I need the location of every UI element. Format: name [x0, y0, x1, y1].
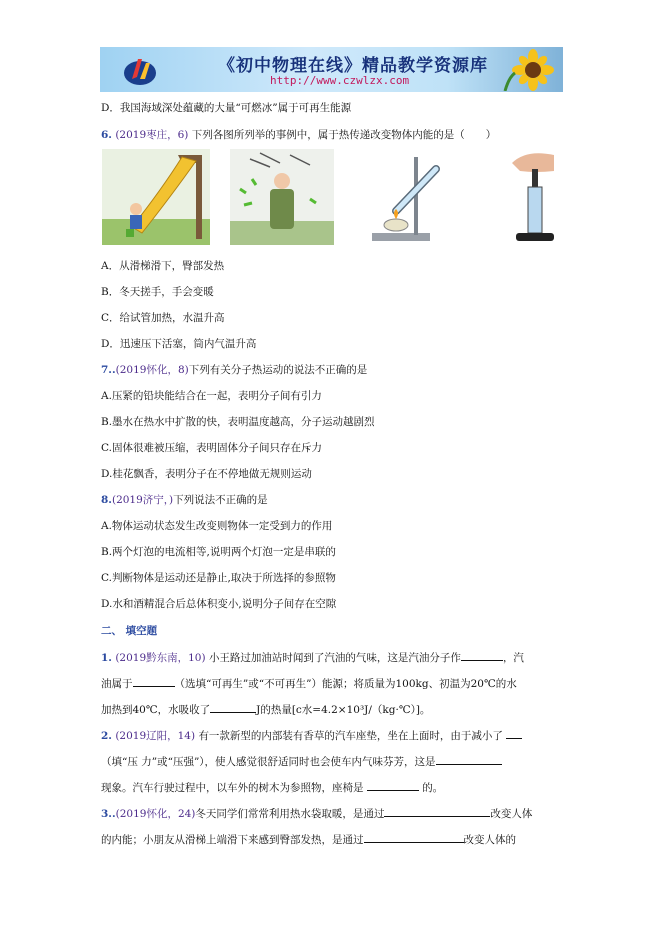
q7-option-d: D.桂花飘香，表明分子在不停地做无规则运动 [101, 468, 312, 480]
question-text: 的内能；小朋友从滑梯上端滑下来感到臀部发热，是通过 [101, 834, 364, 846]
answer-blank[interactable] [384, 806, 490, 817]
question-6 [101, 128, 496, 142]
question-text: 下列说法不正确的是 [173, 494, 268, 506]
question-text: 加热到40℃，水吸收了 [101, 704, 211, 716]
question-7 [101, 363, 367, 377]
question-text: ，汽 [502, 652, 524, 664]
section-title: 二、 填空题 [101, 625, 158, 637]
fill-question-2 [101, 728, 522, 743]
question-text: 下列有关分子热运动的说法不正确的是 [188, 364, 368, 376]
fill-question-3-line2 [101, 832, 516, 847]
answer-blank[interactable] [506, 728, 522, 739]
answer-blank[interactable] [364, 832, 464, 843]
question-text: 的。 [422, 782, 444, 794]
piston-illustration [506, 149, 566, 249]
fill-question-3 [101, 806, 532, 821]
question-text: 下列各图所列举的事例中，属于热传递改变物体内能的是（ ） [191, 129, 497, 141]
answer-blank[interactable] [133, 676, 175, 687]
question-text: 改变人体 [490, 808, 533, 820]
question-text: （选填“可再生”或“不可再生”）能源；将质量为100kg、初温为20℃的水 [174, 678, 517, 690]
slide-illustration [102, 149, 210, 245]
q6-option-c: C．给试管加热，水温升高 [101, 312, 225, 324]
q7-option-c: C.固体很难被压缩，表明固体分子间只存在斥力 [101, 442, 322, 454]
question-text: 现象。汽车行驶过程中，以车外的树木为参照物，座椅是 [101, 782, 364, 794]
fill-question-2-line2 [101, 754, 502, 769]
sunflower-icon [501, 49, 559, 91]
answer-blank[interactable] [436, 754, 502, 765]
q8-option-d: D.水和酒精混合后总体积变小,说明分子间存在空隙 [101, 598, 337, 610]
q7-option-a: A.压紧的铅块能结合在一起，表明分子间有引力 [101, 390, 322, 402]
answer-blank[interactable] [367, 780, 419, 791]
q6-option-b: B．冬天搓手，手会变暖 [101, 286, 214, 298]
fill-question-1-line2 [101, 676, 517, 691]
question-number: 3.. [101, 808, 116, 820]
question-source: (2019辽阳，14) [115, 730, 196, 742]
question-source: (2019枣庄，6) [115, 129, 189, 141]
question-number: 2. [101, 730, 112, 742]
header-banner [100, 47, 563, 92]
question-text: 小王路过加油站时闻到了汽油的气味，这是汽油分子作 [208, 652, 461, 664]
question-source: (2019济宁，) [111, 494, 174, 506]
question-text: 油属于 [101, 678, 133, 690]
q7-option-b: B.墨水在热水中扩散的快，表明温度越高，分子运动越剧烈 [101, 416, 375, 428]
answer-blank[interactable] [461, 650, 503, 661]
banner-title: 《初中物理在线》精品教学资源库 [218, 56, 488, 76]
rubbing-hands-illustration [230, 149, 334, 245]
question-number: 8. [101, 494, 112, 506]
q6-option-d: D．迅速压下活塞，筒内气温升高 [101, 338, 257, 350]
question-text: 有一款新型的内部装有香草的汽车座垫，坐在上面时，由于减小了 [198, 730, 503, 742]
site-logo-icon [122, 53, 158, 87]
banner-url[interactable]: http://www.czwlzx.com [270, 74, 410, 87]
question-source: (2019怀化，8) [115, 364, 189, 376]
q8-option-a: A.物体运动状态发生改变则物体一定受到力的作用 [101, 520, 333, 532]
question-source: (2019怀化，24) [115, 808, 196, 820]
question-source: (2019黔东南，10) [115, 652, 206, 664]
fill-question-1-line3 [101, 702, 430, 717]
fill-question-1 [101, 650, 524, 665]
question-text: （填“压 力”或“压强”），使人感觉很舒适同时也会使车内气味芬芳，这是 [101, 756, 436, 768]
question-text: J的热量[c水=4.2×10³J/（kg·℃）]。 [256, 704, 431, 716]
q8-option-b: B.两个灯泡的电流相等,说明两个灯泡一定是串联的 [101, 546, 336, 558]
option-d-prev: D．我国海域深处蕴藏的大量“可燃冰”属于可再生能源 [101, 102, 352, 114]
question-8 [101, 493, 268, 507]
question-text: 冬天同学们常常利用热水袋取暖，是通过 [195, 808, 385, 820]
question-number: 1. [101, 652, 112, 664]
fill-question-2-line3 [101, 780, 443, 795]
question-number: 7.. [101, 364, 116, 376]
test-tube-illustration [366, 149, 450, 245]
answer-blank[interactable] [210, 702, 256, 713]
question-text: 改变人体的 [463, 834, 516, 846]
q6-option-a: A．从滑梯滑下，臀部发热 [101, 260, 225, 272]
q8-option-c: C.判断物体是运动还是静止,取决于所选择的参照物 [101, 572, 336, 584]
question-number: 6. [101, 129, 112, 141]
